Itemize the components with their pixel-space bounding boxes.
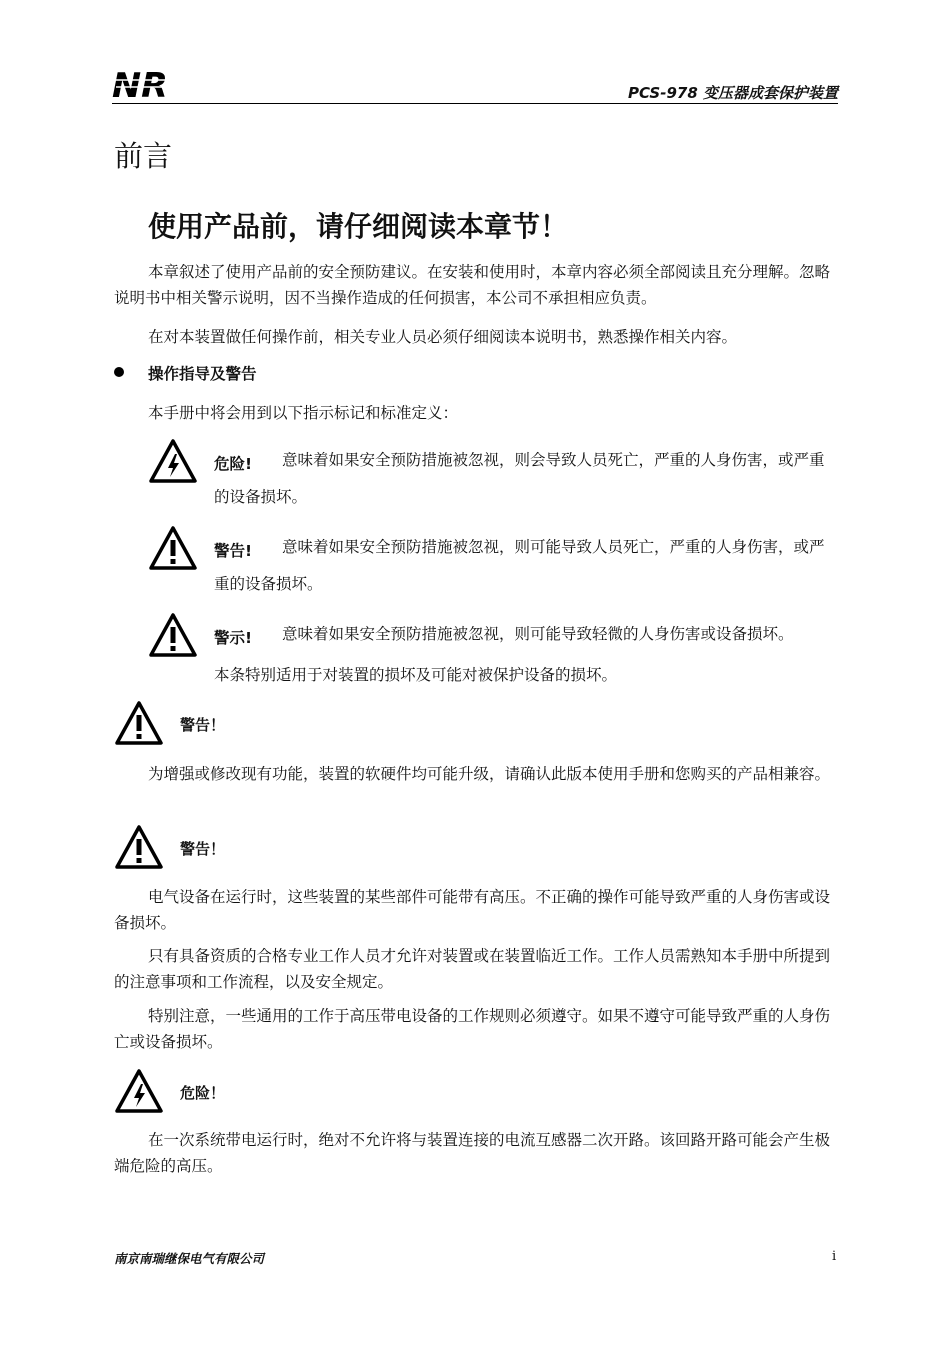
callout-paragraph: 电气设备在运行时，这些装置的某些部件可能带有高压。不正确的操作可能导致严重的人身伤害或设备损坏。 bbox=[114, 888, 831, 932]
lightning-warning-icon bbox=[114, 1068, 164, 1114]
definition-label: 警告! bbox=[214, 542, 253, 560]
header-divider bbox=[112, 103, 838, 104]
intro-paragraph: 本章叙述了使用产品前的安全预防建议。在安装和使用时，本章内容必须全部阅读且充分理解。忽略说明书中相关警示说明，因不当操作造成的任何损害，本公司不承担相应负责。 bbox=[114, 263, 831, 307]
bullet-heading: 操作指导及警告 bbox=[148, 365, 257, 383]
document-header-title: PCS-978 变压器成套保护装置 bbox=[627, 84, 838, 102]
definition-text: 意味着如果安全预防措施被忽视，则可能导致轻微的人身伤害或设备损坏。 bbox=[282, 625, 794, 643]
lightning-warning-icon bbox=[148, 438, 198, 484]
callout-paragraph: 特别注意，一些通用的工作于高压带电设备的工作规则必须遵守。如果不遵守可能导致严重的人身伤亡或设备损坏。 bbox=[114, 1007, 831, 1051]
callout-label: 危险！ bbox=[180, 1084, 226, 1102]
bullet-dot bbox=[114, 367, 124, 377]
definition-label: 危险! bbox=[214, 455, 253, 473]
exclamation-warning-icon bbox=[114, 824, 164, 870]
callout-label: 警告！ bbox=[180, 716, 226, 734]
callout-paragraph: 在一次系统带电运行时，绝对不允许将与装置连接的电流互感器二次开路。该回路开路可能会产生极端危险的高压。 bbox=[114, 1131, 831, 1175]
page-number: i bbox=[832, 1249, 837, 1264]
company-logo bbox=[112, 68, 170, 100]
callout-paragraph: 为增强或修改现有功能，装置的软硬件均可能升级，请确认此版本使用手册和您购买的产品相兼容。 bbox=[148, 765, 831, 783]
callout-label: 警告！ bbox=[180, 840, 226, 858]
section-title: 使用产品前，请仔细阅读本章节！ bbox=[148, 210, 569, 243]
definition-label: 警示! bbox=[214, 629, 253, 647]
logo-text: NR bbox=[112, 68, 168, 100]
page-title: 前言 bbox=[114, 139, 173, 173]
callout-paragraph: 只有具备资质的合格专业工作人员才允许对装置或在装置临近工作。工作人员需熟知本手册中所提到的注意事项和工作流程，以及安全规定。 bbox=[114, 947, 831, 991]
definition-text: 意味着如果安全预防措施被忽视，则可能导致人员死亡，严重的人身伤害，或严重的设备损坏。 bbox=[214, 538, 825, 593]
exclamation-warning-icon bbox=[148, 525, 198, 571]
definition-text: 意味着如果安全预防措施被忽视，则会导致人员死亡，严重的人身伤害，或严重的设备损坏。 bbox=[214, 451, 825, 506]
definition-note: 本条特别适用于对装置的损坏及可能对被保护设备的损坏。 bbox=[214, 666, 618, 684]
footer-company: 南京南瑞继保电气有限公司 bbox=[114, 1251, 265, 1266]
intro-paragraph: 在对本装置做任何操作前，相关专业人员必须仔细阅读本说明书，熟悉操作相关内容。 bbox=[148, 328, 738, 346]
exclamation-warning-icon bbox=[114, 700, 164, 746]
bullet-text: 本手册中将会用到以下指示标记和标准定义： bbox=[148, 404, 459, 422]
exclamation-warning-icon bbox=[148, 612, 198, 658]
